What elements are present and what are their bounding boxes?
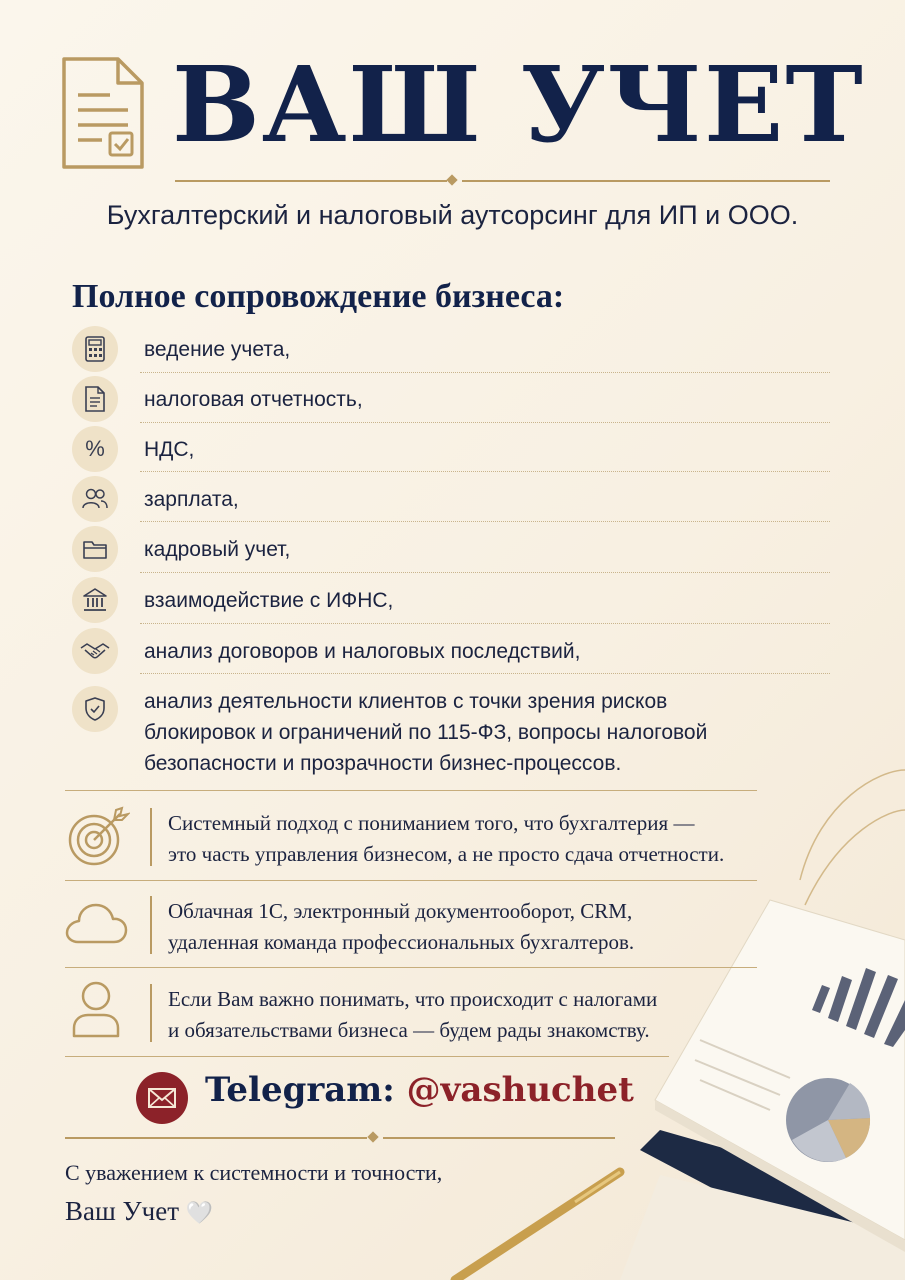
- feature-line: Если Вам важно понимать, что происходит с налогами: [168, 987, 658, 1011]
- feature-line: это часть управления бизнесом, а не просто сдача отчетности.: [168, 842, 725, 866]
- service-item-contracts: [72, 628, 830, 674]
- feature-line: Системный подход с пониманием того, что бухгалтерия —: [168, 811, 695, 835]
- telegram-label: Telegram:: [205, 1070, 395, 1110]
- document-icon: [72, 376, 118, 422]
- service-separator: [140, 572, 830, 573]
- feature-divider: [65, 880, 757, 881]
- person-icon: [66, 978, 130, 1042]
- service-label: ведение учета,: [144, 337, 291, 361]
- brand-title: ВАШ УЧЕТ: [172, 43, 865, 166]
- title-divider-right: [462, 180, 830, 182]
- service-label: анализ договоров и налоговых последствий,: [144, 639, 581, 663]
- shield-check-icon: [72, 686, 118, 732]
- service-item-salary: [72, 476, 830, 522]
- folder-icon: [72, 526, 118, 572]
- service-item-hr: [72, 526, 830, 572]
- service-separator: [140, 521, 830, 522]
- closing-line: С уважением к системности и точности,: [65, 1160, 443, 1185]
- calculator-icon: [72, 326, 118, 372]
- service-label: НДС,: [144, 437, 195, 461]
- white-heart-icon: 🤍: [185, 1201, 214, 1226]
- service-label: кадровый учет,: [144, 537, 291, 561]
- feature-divider: [65, 790, 757, 791]
- service-separator: [140, 422, 830, 423]
- feature-bar: [150, 896, 152, 954]
- service-item-accounting: [72, 326, 830, 372]
- feature-divider: [65, 967, 757, 968]
- service-item-tax-office: [72, 577, 830, 623]
- service-item-tax-reporting: [72, 376, 830, 422]
- service-item-vat: [72, 426, 830, 472]
- feature-bar: [150, 808, 152, 866]
- contact-divider-right: [383, 1137, 615, 1139]
- service-separator: [140, 673, 830, 674]
- feature-divider: [65, 1056, 669, 1057]
- feature-bar: [150, 984, 152, 1042]
- service-label: налоговая отчетность,: [144, 387, 363, 411]
- service-label: взаимодействие с ИФНС,: [144, 588, 394, 612]
- feature-line: и обязательствами бизнеса — будем рады знакомству.: [168, 1018, 650, 1042]
- handshake-icon: [72, 628, 118, 674]
- service-label-line: блокировок и ограничений по 115-ФЗ, вопросы налоговой: [144, 721, 708, 744]
- services-title: Полное сопровождение бизнеса:: [72, 278, 565, 315]
- title-divider-left: [175, 180, 447, 182]
- government-building-icon: [72, 577, 118, 623]
- service-label-line: анализ деятельности клиентов с точки зрения рисков: [144, 690, 668, 713]
- percent-icon: %: [72, 426, 118, 472]
- document-check-logo-icon: [60, 55, 146, 171]
- feature-line: Облачная 1С, электронный документооборот, CRM,: [168, 899, 633, 923]
- service-label-multiline: [144, 686, 707, 779]
- closing-signature: [65, 1196, 213, 1227]
- signature-text: Ваш Учет: [65, 1196, 180, 1226]
- feature-text: [168, 984, 657, 1046]
- envelope-icon[interactable]: [136, 1072, 188, 1124]
- feature-text: [168, 808, 724, 870]
- service-separator: [140, 372, 830, 373]
- telegram-handle-link[interactable]: @vashuchet: [406, 1070, 634, 1110]
- target-icon: [66, 806, 130, 870]
- service-label-line: безопасности и прозрачности бизнес-процессов.: [144, 752, 622, 775]
- people-icon: [72, 476, 118, 522]
- service-label: зарплата,: [144, 487, 239, 511]
- service-separator: [140, 623, 830, 624]
- service-item-115fz-risk: [72, 686, 830, 779]
- telegram-contact: [205, 1070, 634, 1110]
- feature-line: удаленная команда профессиональных бухгалтеров.: [168, 930, 635, 954]
- contact-divider-left: [65, 1137, 367, 1139]
- service-separator: [140, 471, 830, 472]
- cloud-icon: [64, 892, 128, 956]
- feature-text: [168, 896, 634, 958]
- tagline: Бухгалтерский и налоговый аутсорсинг для ИП и ООО.: [106, 200, 799, 230]
